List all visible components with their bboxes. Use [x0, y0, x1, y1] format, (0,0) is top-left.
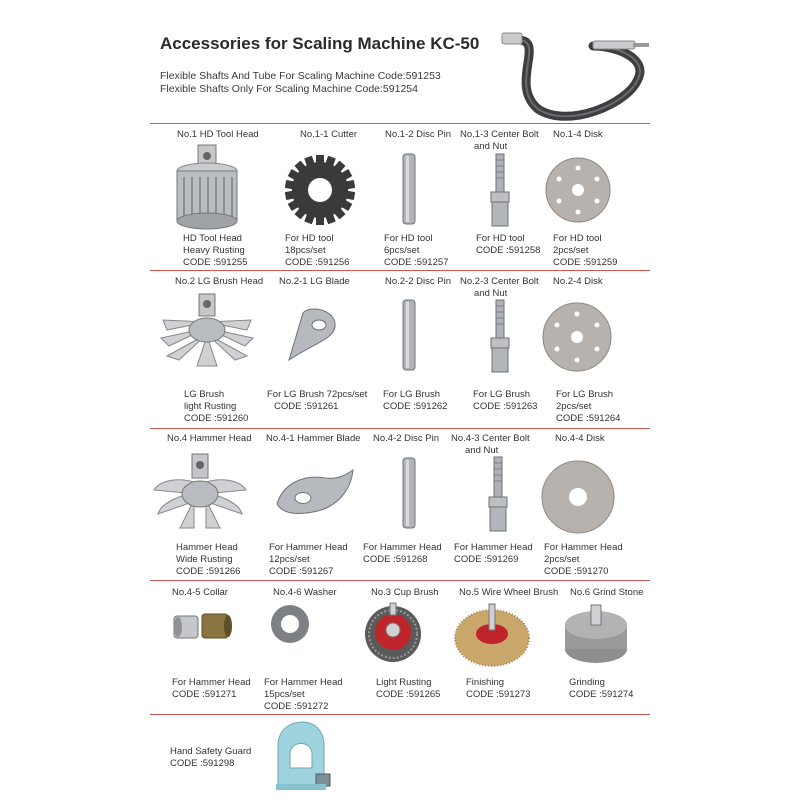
- item-desc: For Hammer Head CODE :591268: [363, 542, 442, 565]
- item-desc: For Hammer Head 12pcs/set CODE :591267: [269, 542, 348, 577]
- flexible-shaft-icon: [498, 24, 656, 124]
- item-desc: Grinding CODE :591274: [569, 677, 634, 700]
- item-desc: For HD tool CODE :591258: [476, 233, 541, 256]
- lg-brush-head-icon: [157, 290, 257, 370]
- item-label: No.4-6 Washer: [273, 587, 337, 598]
- shaft-and-tube-code: Flexible Shafts And Tube For Scaling Machine Code:591253: [160, 70, 441, 82]
- center-bolt-icon: [482, 455, 514, 535]
- disk-icon: [543, 155, 613, 225]
- item-desc: For HD tool 2pcs/set CODE :591259: [553, 233, 618, 268]
- item-desc: For LG Brush 2pcs/set CODE :591264: [556, 389, 621, 424]
- hand-guard-icon: [268, 718, 334, 794]
- item-label: No.1-4 Disk: [553, 129, 603, 140]
- center-bolt-icon: [484, 152, 516, 230]
- item-desc: For LG Brush CODE :591263: [473, 389, 538, 412]
- item-desc: For Hammer Head 2pcs/set CODE :591270: [544, 542, 623, 577]
- divider-row3: [150, 428, 650, 429]
- disk-icon: [539, 458, 617, 536]
- lg-blade-icon: [279, 305, 343, 365]
- wire-wheel-icon: [452, 602, 532, 668]
- item-desc: Finishing CODE :591273: [466, 677, 531, 700]
- item-label: No.1-2 Disc Pin: [385, 129, 451, 140]
- item-label: No.1-1 Cutter: [300, 129, 358, 140]
- collar-icon: [172, 610, 234, 644]
- item-desc: Hammer Head Wide Rusting CODE :591266: [176, 542, 241, 577]
- center-bolt-icon: [484, 298, 516, 376]
- item-label: No.4 Hammer Head: [167, 433, 252, 444]
- hammer-blade-icon: [273, 468, 357, 520]
- grind-stone-icon: [562, 603, 630, 667]
- item-label: No.2-1 LG Blade: [279, 276, 350, 287]
- divider-row2: [150, 270, 650, 271]
- item-label: No.4-3 Center Bolt and Nut: [451, 433, 530, 456]
- item-desc: For LG Brush 72pcs/set CODE :591261: [267, 389, 368, 412]
- item-desc: Hand Safety Guard CODE :591298: [170, 746, 252, 769]
- item-label: No.3 Cup Brush: [371, 587, 439, 598]
- item-label: No.2-4 Disk: [553, 276, 603, 287]
- hammer-head-icon: [150, 450, 250, 532]
- item-desc: For Hammer Head CODE :591271: [172, 677, 251, 700]
- item-label: No.4-4 Disk: [555, 433, 605, 444]
- disc-pin-icon: [398, 152, 422, 227]
- item-desc: HD Tool Head Heavy Rusting CODE :591255: [183, 233, 248, 268]
- item-label: No.2-3 Center Bolt and Nut: [460, 276, 539, 299]
- item-desc: LG Brush light Rusting CODE :591260: [184, 389, 249, 424]
- item-desc: For LG Brush CODE :591262: [383, 389, 448, 412]
- disc-pin-icon: [398, 456, 422, 531]
- disk-icon: [540, 300, 615, 375]
- item-label: No.4-2 Disc Pin: [373, 433, 439, 444]
- item-label: No.2 LG Brush Head: [175, 276, 264, 287]
- item-label: No.5 Wire Wheel Brush: [459, 587, 559, 598]
- divider-row1: [150, 123, 650, 124]
- item-desc: For Hammer Head 15pcs/set CODE :591272: [264, 677, 343, 712]
- item-label: No.1 HD Tool Head: [177, 129, 259, 140]
- item-desc: For HD tool 6pcs/set CODE :591257: [384, 233, 449, 268]
- shaft-only-code: Flexible Shafts Only For Scaling Machine Code:591254: [160, 83, 418, 95]
- item-desc: For HD tool 18pcs/set CODE :591256: [285, 233, 350, 268]
- item-desc: Light Rusting CODE :591265: [376, 677, 441, 700]
- washer-icon: [268, 602, 312, 646]
- divider-row5: [150, 714, 650, 715]
- item-label: No.6 Grind Stone: [570, 587, 644, 598]
- disc-pin-icon: [398, 298, 422, 373]
- item-desc: For Hammer Head CODE :591269: [454, 542, 533, 565]
- item-label: No.2-2 Disc Pin: [385, 276, 451, 287]
- cutter-gear-icon: [285, 155, 355, 225]
- page-title: Accessories for Scaling Machine KC-50: [160, 34, 480, 53]
- cup-brush-icon: [362, 601, 424, 663]
- item-label: No.1-3 Center Bolt and Nut: [460, 129, 539, 152]
- hd-tool-head-icon: [170, 143, 245, 233]
- item-label: No.4-5 Collar: [172, 587, 228, 598]
- item-label: No.4-1 Hammer Blade: [266, 433, 361, 444]
- divider-row4: [150, 580, 650, 581]
